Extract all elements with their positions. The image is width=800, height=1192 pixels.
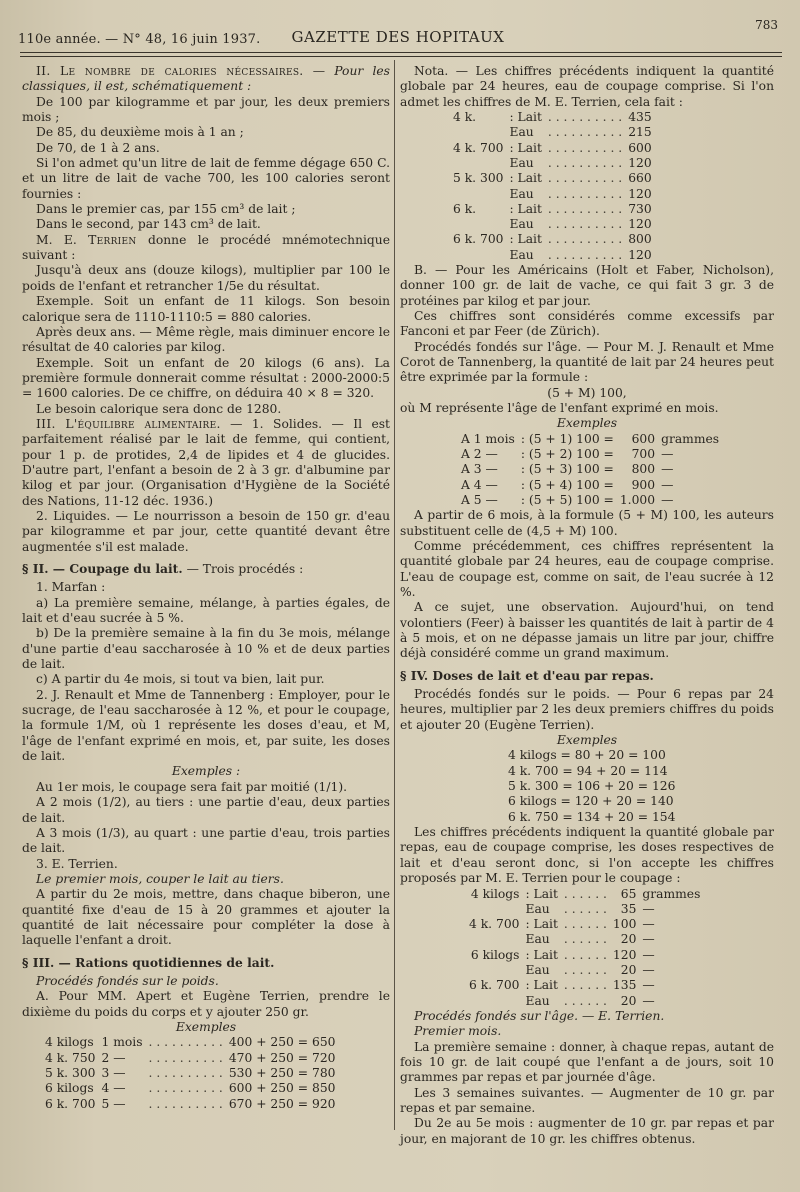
table-row	[450, 110, 655, 125]
unit-cell: —	[642, 947, 655, 962]
age-cell: A 5 —	[461, 492, 498, 507]
leader-dots: . . . . . . . . . .	[547, 217, 623, 232]
nota-table	[450, 110, 655, 263]
table-row	[458, 478, 722, 493]
type-cell: Eau	[525, 963, 550, 977]
leader-dots: . . . . . . . . . .	[547, 171, 623, 186]
weight-cell: 6 k.	[453, 201, 477, 216]
formula-cell: 670 + 250 = 920	[228, 1096, 336, 1111]
paragraph: A partir du 2e mois, mettre, dans chaque biberon, une quantité fixe d'eau de 15 à 20 grammes et ajouter la quantité de lait nécessaire pour compléter la dose à laquelle l'enfant a droit.	[22, 887, 390, 948]
type-cell: Eau	[509, 186, 534, 201]
section-heading: § III. — Rations quotidiennes de lait.	[22, 954, 275, 970]
dose-table	[466, 887, 703, 1009]
value-cell: 900	[631, 477, 656, 492]
weight-cell: 4 k.	[453, 110, 477, 125]
paragraph: II. Le nombre de calories nécessaires. — Pour les classiques, il est, schématiquement :	[22, 64, 390, 94]
leader-dots: . . . . . . . . . .	[547, 110, 623, 125]
weight-cell	[450, 187, 506, 202]
calc-line: 6 k. 750 = 134 + 20 = 154	[508, 809, 676, 824]
paragraph: où M représente l'âge de l'enfant exprimé en mois.	[400, 401, 719, 416]
paragraph: Dans le second, par 143 cm³ de lait.	[36, 217, 261, 232]
paragraph: Jusqu'à deux ans (douze kilogs), multiplier par 100 le poids de l'enfant et retrancher 1/5e du résultat.	[22, 263, 390, 293]
formula-cell: : (5 + 3) 100 =	[520, 462, 614, 477]
table-row	[450, 217, 655, 232]
type-cell: Eau	[509, 155, 534, 170]
formula-cell: : (5 + 5) 100 =	[520, 492, 614, 507]
unit-cell: —	[661, 477, 674, 492]
age-cell: A 4 —	[461, 477, 498, 492]
value-cell: 800	[631, 462, 656, 477]
journal-title: GAZETTE DES HOPITAUX	[291, 28, 505, 46]
leader-dots: . . . . . .	[563, 993, 607, 1008]
weight-cell	[450, 156, 506, 171]
table-row	[450, 171, 655, 186]
table-row	[450, 125, 655, 140]
weight-cell: 6 k. 700	[469, 978, 520, 993]
table-row	[458, 493, 722, 508]
leader-dots: . . . . . . . . . .	[148, 1096, 223, 1111]
leader-dots: . . . . . . . . . .	[148, 1065, 223, 1080]
value-cell: 435	[628, 110, 652, 125]
type-cell: Eau	[509, 217, 534, 232]
value-cell: 35	[620, 901, 637, 916]
value-cell: 120	[628, 217, 652, 232]
table-row	[466, 978, 703, 993]
paragraph: c) A partir du 4e mois, si tout va bien, lait pur.	[36, 672, 325, 687]
weight-cell	[466, 902, 522, 917]
table-row	[458, 462, 722, 477]
age-cell: A 3 —	[461, 462, 498, 477]
type-cell: : Lait	[509, 110, 542, 125]
formula-cell: 600 + 250 = 850	[228, 1081, 336, 1096]
unit-cell: —	[642, 901, 655, 916]
calc-list	[508, 748, 774, 825]
paragraph: A 3 mois (1/3), au quart : une partie d'eau, trois parties de lait.	[22, 825, 390, 856]
paragraph: De 85, du deuxième mois à 1 an ;	[36, 125, 244, 140]
examples-label: Exemples :	[171, 764, 241, 779]
paragraph: A 2 mois (1/2), au tiers : une partie d'eau, deux parties de lait.	[22, 795, 390, 825]
table-row	[466, 994, 703, 1009]
issue-line: 110e année. — N° 48, 16 juin 1937.	[18, 32, 261, 47]
table-row	[466, 902, 703, 917]
unit-cell: —	[661, 462, 674, 477]
age-cell: 4 —	[101, 1081, 126, 1096]
leader-dots: . . . . . . . . . .	[547, 140, 623, 155]
unit-cell: —	[642, 963, 655, 977]
table-row	[42, 1051, 338, 1066]
formula-cell: : (5 + 2) 100 =	[520, 447, 614, 462]
value-cell: 20	[620, 932, 637, 947]
table-row	[42, 1035, 338, 1050]
paragraph: 1. Marfan :	[36, 580, 106, 595]
table-row	[450, 232, 655, 247]
unit-cell: —	[642, 993, 655, 1008]
weight-cell: 6 k. 700	[453, 232, 504, 247]
paragraph: La première semaine : donner, à chaque repas, autant de fois 10 gr. de lait coupé que l'enfant a de jours, soit 10 grammes par repas et par journée d'âge.	[400, 1039, 774, 1085]
paragraph: B. — Pour les Américains (Holt et Faber, Nicholson), donner 100 gr. de lait de vache, ce qui fait 3 gr. 3 de protéines par kilog et par jour.	[400, 263, 774, 308]
type-cell: : Lait	[509, 201, 542, 216]
unit-cell: grammes	[642, 886, 701, 901]
table-row	[450, 202, 655, 217]
page-number: 783	[755, 18, 778, 32]
leader-dots: . . . . . . . . . .	[148, 1081, 223, 1096]
leader-dots: . . . . . .	[563, 886, 607, 901]
type-cell: : Lait	[509, 140, 542, 155]
weight-cell: 4 k. 700	[453, 140, 504, 155]
value-cell: 700	[631, 447, 656, 462]
type-cell: : Lait	[525, 886, 558, 901]
leader-dots: . . . . . .	[563, 963, 607, 977]
table-row	[42, 1081, 338, 1096]
weight-cell	[466, 932, 522, 947]
weight-cell: 5 k. 300	[45, 1065, 96, 1080]
value-cell: 20	[620, 993, 637, 1008]
paragraph: Procédés fondés sur l'âge. — E. Terrien.	[414, 1008, 665, 1023]
value-cell: 20	[620, 963, 637, 977]
weight-cell: 6 kilogs	[45, 1081, 94, 1096]
paragraph: Ces chiffres sont considérés comme excessifs par Fanconi et par Feer (de Zürich).	[400, 309, 774, 339]
weight-cell	[450, 217, 506, 232]
paragraph: Exemple. Soit un enfant de 11 kilogs. Son besoin calorique sera de 1110-1110:5 = 880 calories.	[22, 294, 390, 324]
paragraph: Procédés fondés sur l'âge. — Pour M. J. Renault et Mme Corot de Tannenberg, la quantité de lait par 24 heures peut être exprimée par la formule :	[400, 339, 774, 385]
paragraph: Dans le premier cas, par 155 cm³ de lait ;	[36, 202, 296, 217]
value-cell: 100	[612, 917, 637, 932]
table-row	[450, 187, 655, 202]
weight-cell: 6 kilogs	[470, 947, 520, 962]
left-column	[22, 64, 390, 1112]
leader-dots: . . . . . . . . . .	[547, 201, 623, 216]
leader-dots: . . . . . . . . . .	[547, 232, 623, 247]
unit-cell: —	[642, 932, 655, 947]
paragraph: a) La première semaine, mélange, à parties égales, de lait et d'eau sucrée à 5 %.	[22, 595, 390, 626]
unit-cell: —	[661, 447, 674, 462]
paragraph: 2. Liquides. — Le nourrisson a besoin de 150 gr. d'eau par kilogramme et par jour, cette quantité devant être augmentée s'il est malade.	[22, 508, 390, 554]
leader-dots: . . . . . . . . . .	[547, 155, 623, 170]
leader-dots: . . . . . . . . . .	[547, 186, 623, 201]
header-rule-thin	[20, 56, 782, 57]
age-cell: A 1 mois	[461, 431, 515, 446]
paragraph: Après deux ans. — Même règle, mais diminuer encore le résultat de 40 calories par kilog.	[22, 324, 390, 355]
age-cell: 1 mois	[101, 1035, 143, 1050]
paragraph: b) De la première semaine à la fin du 3e mois, mélange d'une partie d'eau saccharosée à 10 % et de deux parties de lait.	[22, 626, 390, 672]
value-cell: 215	[628, 125, 652, 140]
paragraph: Nota. — Les chiffres précédents indiquent la quantité globale par 24 heures, eau de coupage comprise. Si l'on admet les chiffres de M. E. Terrien, cela fait :	[400, 64, 774, 109]
value-cell: 1.000	[619, 492, 656, 507]
type-cell: : Lait	[509, 232, 542, 247]
type-cell: Eau	[525, 901, 550, 916]
page-header	[18, 18, 778, 48]
formula-cell: 530 + 250 = 780	[228, 1065, 336, 1080]
age-table	[458, 432, 722, 508]
table-row	[458, 432, 722, 447]
table-row	[458, 447, 722, 462]
table-row	[450, 141, 655, 156]
value-cell: 120	[628, 247, 652, 262]
paragraph: Comme précédemment, ces chiffres représentent la quantité globale par 24 heures, eau de coupage comprise. L'eau de coupage est, comme on sait, de l'eau sucrée à 12 %.	[400, 538, 774, 599]
value-cell: 135	[612, 978, 637, 993]
unit-cell: —	[642, 917, 655, 932]
paragraph: III. L'équilibre alimentaire. — 1. Solides. — Il est parfaitement réalisé par le lait de femme, qui contient, pour 1 p. de protides, 2,4 de lipides et 4 de glucides. D'autre part, l'enfant a besoin de 2 à 3 gr. d'albumine par kilog et par jour. (Organisation d'Hygiène de la Société des Nations, 11-12 déc. 1936.)	[22, 416, 390, 508]
calc-line: 4 k. 700 = 94 + 20 = 114	[508, 763, 668, 778]
paragraph: Les 3 semaines suivantes. — Augmenter de 10 gr. par repas et par semaine.	[400, 1085, 774, 1115]
table-row	[466, 932, 703, 947]
leader-dots: . . . . . . . . . .	[148, 1050, 223, 1065]
weight-cell: 4 k. 700	[469, 917, 520, 932]
leader-dots: . . . . . . . . . .	[547, 247, 623, 262]
weight-cell: 4 kilogs	[45, 1035, 94, 1050]
formula-cell: 400 + 250 = 650	[228, 1035, 336, 1050]
table-row	[42, 1097, 338, 1112]
type-cell: Eau	[509, 125, 534, 140]
weight-cell	[466, 994, 522, 1009]
weight-cell	[466, 963, 522, 978]
type-cell: : Lait	[525, 978, 558, 993]
age-cell: 5 —	[101, 1096, 126, 1111]
paragraph: A partir de 6 mois, à la formule (5 + M) 100, les auteurs substituent celle de (4,5 + M) 100.	[400, 508, 774, 538]
paragraph: A. Pour MM. Apert et Eugène Terrien, prendre le dixième du poids du corps et y ajouter 250 gr.	[22, 989, 390, 1019]
right-column	[400, 64, 774, 1147]
paragraph: 3. E. Terrien.	[36, 856, 118, 871]
leader-dots: . . . . . .	[563, 932, 607, 947]
calc-line: 5 k. 300 = 106 + 20 = 126	[508, 779, 676, 794]
leader-dots: . . . . . .	[563, 947, 607, 962]
header-rule	[20, 52, 782, 53]
value-cell: 800	[628, 232, 652, 247]
section-heading: § IV. Doses de lait et d'eau par repas.	[400, 667, 654, 683]
formula-cell: 470 + 250 = 720	[228, 1050, 336, 1065]
paragraph: A ce sujet, une observation. Aujourd'hui, on tend volontiers (Feer) à baisser les quantités de lait à partir de 4 à 5 mois, et on ne dépasse jamais un litre par jour, chiffre déjà considéré comme un grand maximum.	[400, 600, 774, 661]
value-cell: 120	[612, 947, 637, 962]
leader-dots: . . . . . . . . . .	[547, 125, 623, 140]
paragraph: Le besoin calorique sera donc de 1280.	[36, 401, 282, 416]
type-cell: : Lait	[509, 171, 542, 186]
leader-dots: . . . . . .	[563, 978, 607, 993]
examples-label: Exemples	[556, 416, 618, 431]
type-cell: Eau	[525, 993, 550, 1008]
paragraph: 2. J. Renault et Mme de Tannenberg : Employer, pour le sucrage, de l'eau saccharosée à 12 %, et pour le coupage, la formule 1/M, où 1 représente les doses d'eau, et M, l'âge de l'enfant exprimé en mois, et, par suite, les doses de lait.	[22, 687, 390, 764]
age-cell: 2 —	[101, 1050, 126, 1065]
unit-cell: —	[642, 978, 655, 993]
paragraph: Exemple. Soit un enfant de 20 kilogs (6 ans). La première formule donnerait comme résultat : 2000-2000:5 = 1600 calories. De ce chiffre, on déduira 40 × 8 = 320.	[22, 355, 390, 401]
paragraph: Premier mois.	[414, 1024, 502, 1039]
paragraph: Les chiffres précédents indiquent la quantité globale par repas, eau de coupage comprise, les doses respectives de lait et d'eau seront donc, si l'on accepte les chiffres proposés par M. E. Terrien pour le coupage :	[400, 825, 774, 886]
paragraph: De 70, de 1 à 2 ans.	[36, 140, 160, 155]
formula-cell: : (5 + 1) 100 =	[520, 431, 614, 446]
calc-line: 6 kilogs = 120 + 20 = 140	[508, 794, 674, 809]
type-cell: : Lait	[525, 947, 558, 962]
examples-label: Exemples	[175, 1019, 237, 1034]
paragraph: Le premier mois, couper le lait au tiers.	[36, 871, 284, 886]
type-cell: Eau	[525, 932, 550, 947]
table-row	[466, 948, 703, 963]
value-cell: 120	[628, 155, 652, 170]
table-row	[450, 156, 655, 171]
table-row	[42, 1066, 338, 1081]
table-row	[450, 248, 655, 263]
value-cell: 600	[628, 140, 652, 155]
age-cell: A 2 —	[461, 447, 498, 462]
table-row	[466, 917, 703, 932]
paragraph: Si l'on admet qu'un litre de lait de femme dégage 650 C. et un litre de lait de vache 700, les 100 calories seront fournies :	[22, 156, 390, 201]
paragraph: Procédés fondés sur le poids.	[36, 973, 219, 988]
formula-cell: : (5 + 4) 100 =	[520, 477, 614, 492]
value-cell: 120	[628, 186, 652, 201]
weight-cell: 5 k. 300	[453, 171, 504, 186]
ration-table	[42, 1035, 338, 1111]
weight-cell	[450, 125, 506, 140]
leader-dots: . . . . . .	[563, 917, 607, 932]
weight-cell: 6 k. 700	[45, 1096, 96, 1111]
weight-cell: 4 k. 750	[45, 1050, 96, 1065]
value-cell: 730	[628, 201, 652, 216]
paragraph: M. E. Terrien donne le procédé mnémotechnique suivant :	[22, 232, 391, 263]
table-row	[466, 887, 703, 902]
table-row	[466, 963, 703, 978]
value-cell: 660	[628, 171, 652, 186]
unit-cell: —	[661, 492, 674, 507]
paragraph: De 100 par kilogramme et par jour, les deux premiers mois ;	[22, 94, 390, 125]
leader-dots: . . . . . .	[563, 901, 607, 916]
value-cell: 65	[620, 886, 637, 901]
age-cell: 3 —	[101, 1065, 126, 1080]
leader-dots: . . . . . . . . . .	[148, 1035, 223, 1050]
paragraph: Au 1er mois, le coupage sera fait par moitié (1/1).	[36, 779, 348, 794]
formula: (5 + M) 100,	[547, 385, 627, 400]
type-cell: Eau	[509, 247, 534, 262]
type-cell: : Lait	[525, 917, 558, 932]
calc-line: 4 kilogs = 80 + 20 = 100	[508, 748, 666, 763]
section-heading: § II. — Coupage du lait. — Trois procédés :	[22, 561, 304, 576]
column-divider	[394, 60, 395, 1130]
examples-label: Exemples	[556, 733, 618, 748]
paragraph: Procédés fondés sur le poids. — Pour 6 repas par 24 heures, multiplier par 2 les deux premiers chiffres du poids et ajouter 20 (Eugène Terrien).	[400, 687, 774, 732]
paragraph: Du 2e au 5e mois : augmenter de 10 gr. par repas et par jour, en majorant de 10 gr. les chiffres obtenus.	[400, 1116, 774, 1146]
value-cell: 600	[631, 431, 656, 446]
unit-cell: grammes	[661, 431, 720, 446]
weight-cell	[450, 248, 506, 263]
weight-cell: 4 kilogs	[470, 886, 520, 901]
